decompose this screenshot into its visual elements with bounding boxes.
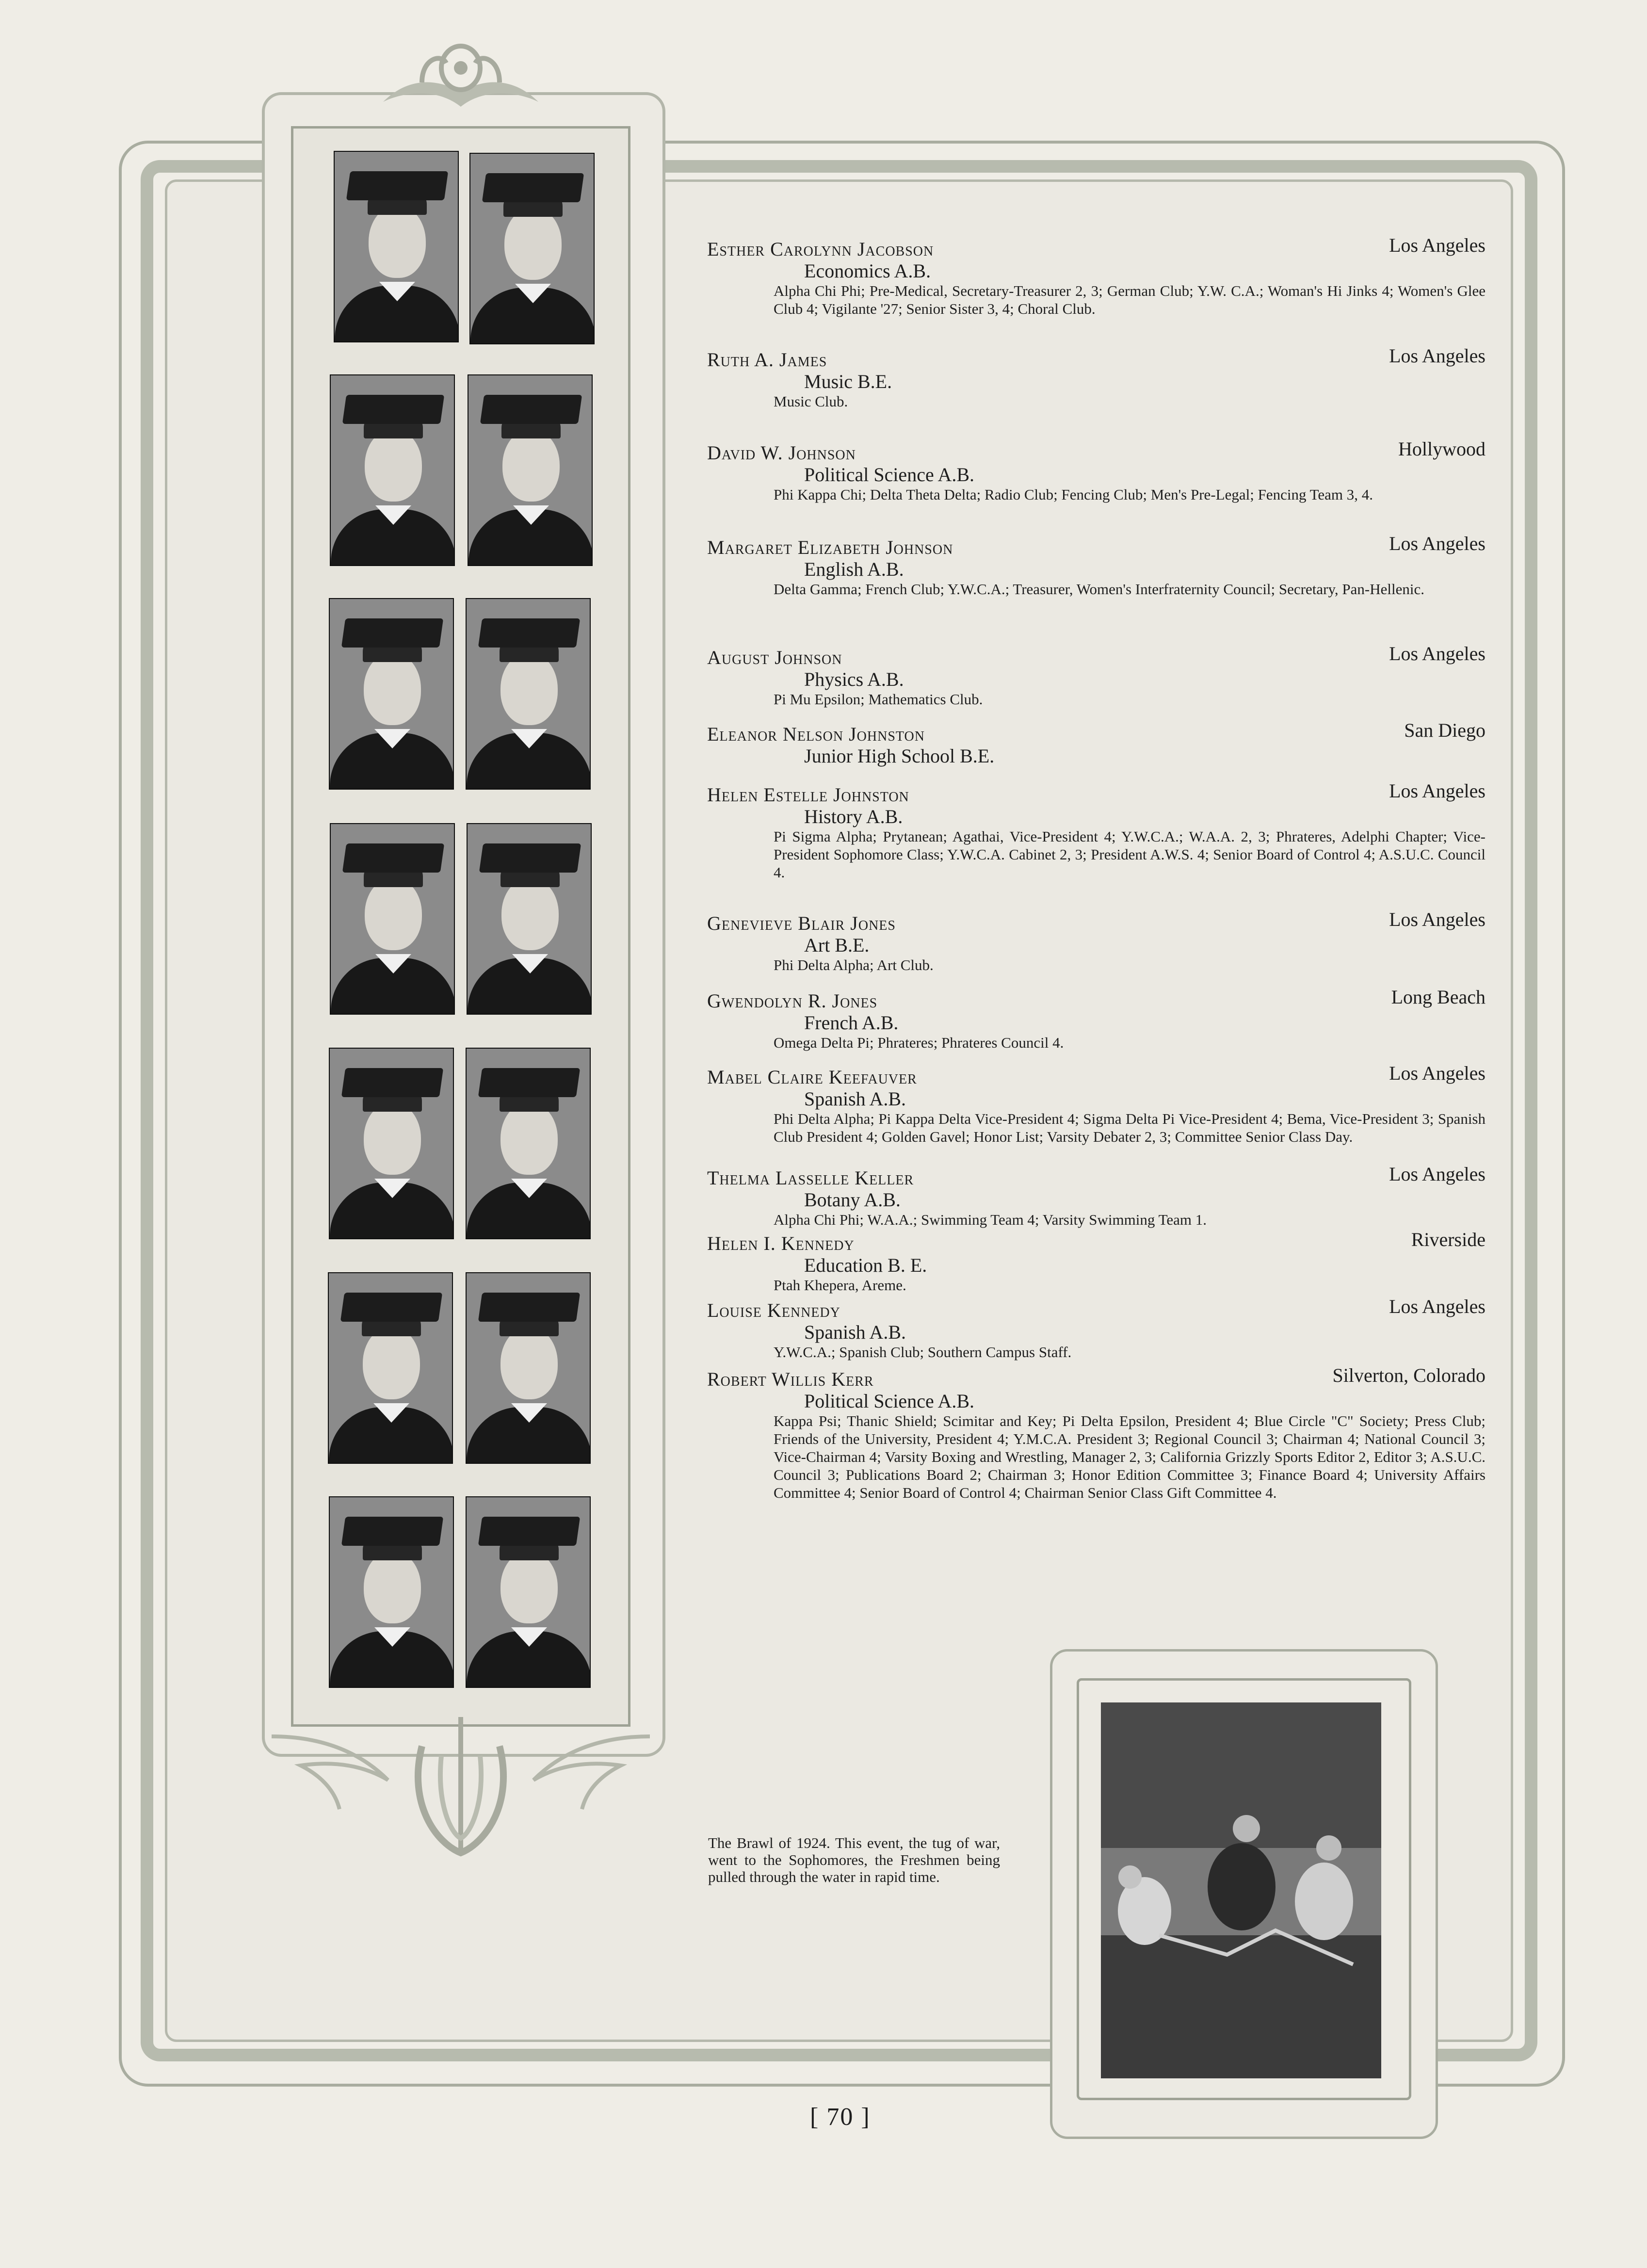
graduate-hometown: Los Angeles — [1389, 345, 1486, 367]
graduate-degree: Political Science A.B. — [804, 464, 975, 486]
graduate-name: David W. Johnson — [707, 442, 856, 464]
graduate-hometown: Silverton, Colorado — [1332, 1364, 1486, 1386]
graduate-name: Helen I. Kennedy — [707, 1232, 855, 1254]
graduate-entry — [707, 438, 1486, 503]
graduate-hometown: Los Angeles — [1389, 533, 1486, 554]
portrait-photo — [467, 823, 592, 1015]
graduate-entry — [707, 234, 1486, 318]
graduate-degree: Art B.E. — [804, 934, 870, 956]
graduate-degree: English A.B. — [804, 558, 904, 580]
graduate-activities: Kappa Psi; Thanic Shield; Scimitar and Key; Pi Delta Epsilon, President 4; Blue Circle "C" Society; Press Club; Friends of the University, President 4; Y.M.C.A. President 3; Regional Council 3; Chairman 4; National Council 3; Vice-Chairman 4; Varsity Boxing and Wrestling, Manager 2, 3; California Grizzly Sports Editor 2, Editor 3; A.S.U.C. Council 3; Publications Board 2; Chairman 3; Honor Edition Committee 3; Finance Board 4; University Affairs Committee 4; Senior Board of Control 4; Chairman Senior Class Gift Committee 4. — [774, 1412, 1486, 1501]
graduate-hometown: Los Angeles — [1389, 234, 1486, 256]
graduate-entry — [707, 780, 1486, 881]
graduate-entry — [707, 1229, 1486, 1294]
graduate-hometown: Long Beach — [1391, 986, 1486, 1008]
graduate-activities: Delta Gamma; French Club; Y.W.C.A.; Treasurer, Women's Interfraternity Council; Secretary, Pan-Hellenic. — [774, 581, 1425, 598]
graduate-hometown: Riverside — [1411, 1229, 1486, 1250]
graduate-degree: Spanish A.B. — [804, 1088, 906, 1110]
graduate-activities: Alpha Chi Phi; Pre-Medical, Secretary-Treasurer 2, 3; German Club; Y.W. C.A.; Woman's Hi Jinks 4; Women's Glee Club 4; Vigilante '27; Senior Sister 3, 4; Choral Club. — [774, 282, 1486, 317]
graduate-activities: Ptah Khepera, Areme. — [774, 1277, 906, 1294]
graduate-name: Robert Willis Kerr — [707, 1368, 874, 1390]
graduate-entry — [707, 1062, 1486, 1146]
graduate-name: Genevieve Blair Jones — [707, 912, 896, 934]
tug-of-war-scene-icon — [1101, 1702, 1381, 2078]
portrait-photo — [330, 823, 455, 1015]
graduate-degree: French A.B. — [804, 1012, 899, 1034]
graduate-hometown: Los Angeles — [1389, 1163, 1486, 1185]
graduate-activities: Phi Delta Alpha; Art Club. — [774, 956, 934, 973]
graduate-activities: Phi Delta Alpha; Pi Kappa Delta Vice-President 4; Sigma Delta Pi Vice-President 4; Bema, Vice-President 3; Spanish Club President 4; Golden Gavel; Honor List; Varsity Debater 2, 3; Committee Senior Class Day. — [774, 1110, 1486, 1145]
graduate-degree: Economics A.B. — [804, 260, 931, 282]
graduate-degree: Botany A.B. — [804, 1189, 901, 1211]
graduate-activities: Phi Kappa Chi; Delta Theta Delta; Radio Club; Fencing Club; Men's Pre-Legal; Fencing Team 3, 4. — [774, 486, 1373, 503]
graduate-hometown: Los Angeles — [1389, 1296, 1486, 1317]
graduate-entry — [707, 643, 1486, 708]
graduate-degree: Junior High School B.E. — [804, 745, 995, 767]
graduate-hometown: Hollywood — [1398, 438, 1486, 460]
portrait-photo — [466, 598, 591, 790]
graduate-entry — [707, 345, 1486, 410]
portrait-photo — [329, 598, 454, 790]
graduate-degree: Music B.E. — [804, 371, 892, 392]
graduate-degree: Political Science A.B. — [804, 1390, 975, 1412]
portrait-photo — [466, 1048, 591, 1239]
graduate-activities: Omega Delta Pi; Phrateres; Phrateres Council 4. — [774, 1034, 1064, 1051]
graduate-hometown: Los Angeles — [1389, 908, 1486, 930]
graduate-name: Ruth A. James — [707, 349, 827, 371]
graduate-activities: Pi Mu Epsilon; Mathematics Club. — [774, 691, 983, 708]
graduate-hometown: Los Angeles — [1389, 1062, 1486, 1084]
graduate-name: Mabel Claire Keefauver — [707, 1066, 917, 1088]
graduate-name: Eleanor Nelson Johnston — [707, 723, 925, 745]
portrait-photo — [466, 1272, 591, 1464]
graduate-degree: Physics A.B. — [804, 668, 904, 690]
graduate-entry — [707, 533, 1486, 598]
graduate-degree: History A.B. — [804, 806, 903, 827]
graduate-name: Thelma Lasselle Keller — [707, 1167, 914, 1189]
portrait-photo — [468, 374, 593, 566]
graduate-hometown: Los Angeles — [1389, 780, 1486, 802]
portrait-photo — [329, 1496, 454, 1688]
graduate-entry — [707, 986, 1486, 1052]
graduate-activities: Alpha Chi Phi; W.A.A.; Swimming Team 4; Varsity Swimming Team 1. — [774, 1211, 1207, 1228]
tug-of-war-photo — [1101, 1702, 1381, 2078]
portrait-photo — [328, 1272, 453, 1464]
top-ornament-icon — [364, 34, 558, 112]
bottom-lyre-ornament-icon — [262, 1707, 660, 1863]
graduate-name: Helen Estelle Johnston — [707, 784, 909, 806]
portrait-photo — [469, 153, 595, 344]
portrait-photo — [466, 1496, 591, 1688]
graduate-activities: Music Club. — [774, 393, 848, 410]
graduate-activities: Pi Sigma Alpha; Prytanean; Agathai, Vice-President 4; Y.W.C.A.; W.A.A. 2, 3; Phrateres, Adelphi Chapter; Vice-President Sophomore Class; Y.W.C.A. Cabinet 2, 3; President A.W.S. 4; Senior Board of Control 4; A.S.U.C. Council 4. — [774, 828, 1486, 881]
portrait-grid — [324, 148, 600, 1685]
graduate-name: August Johnson — [707, 647, 842, 668]
graduate-entry — [707, 1163, 1486, 1229]
graduate-activities: Y.W.C.A.; Spanish Club; Southern Campus Staff. — [774, 1344, 1072, 1361]
graduate-entry — [707, 1296, 1486, 1361]
graduate-name: Gwendolyn R. Jones — [707, 990, 878, 1012]
graduate-hometown: Los Angeles — [1389, 643, 1486, 664]
page-number: [ 70 ] — [810, 2103, 871, 2131]
portrait-photo — [330, 374, 455, 566]
graduate-name: Louise Kennedy — [707, 1299, 840, 1321]
graduate-entry — [707, 908, 1486, 974]
portrait-photo — [329, 1048, 454, 1239]
photo-caption: The Brawl of 1924. This event, the tug of war, went to the Sophomores, the Freshmen being pulled through the water in rapid time. — [708, 1834, 1000, 1885]
portrait-photo — [334, 151, 459, 342]
graduate-degree: Education B. E. — [804, 1254, 927, 1276]
graduate-entry — [707, 719, 1486, 767]
graduate-degree: Spanish A.B. — [804, 1321, 906, 1343]
graduate-name: Margaret Elizabeth Johnson — [707, 536, 953, 558]
graduate-name: Esther Carolynn Jacobson — [707, 238, 934, 260]
graduate-hometown: San Diego — [1404, 719, 1486, 741]
graduate-entry — [707, 1364, 1486, 1502]
